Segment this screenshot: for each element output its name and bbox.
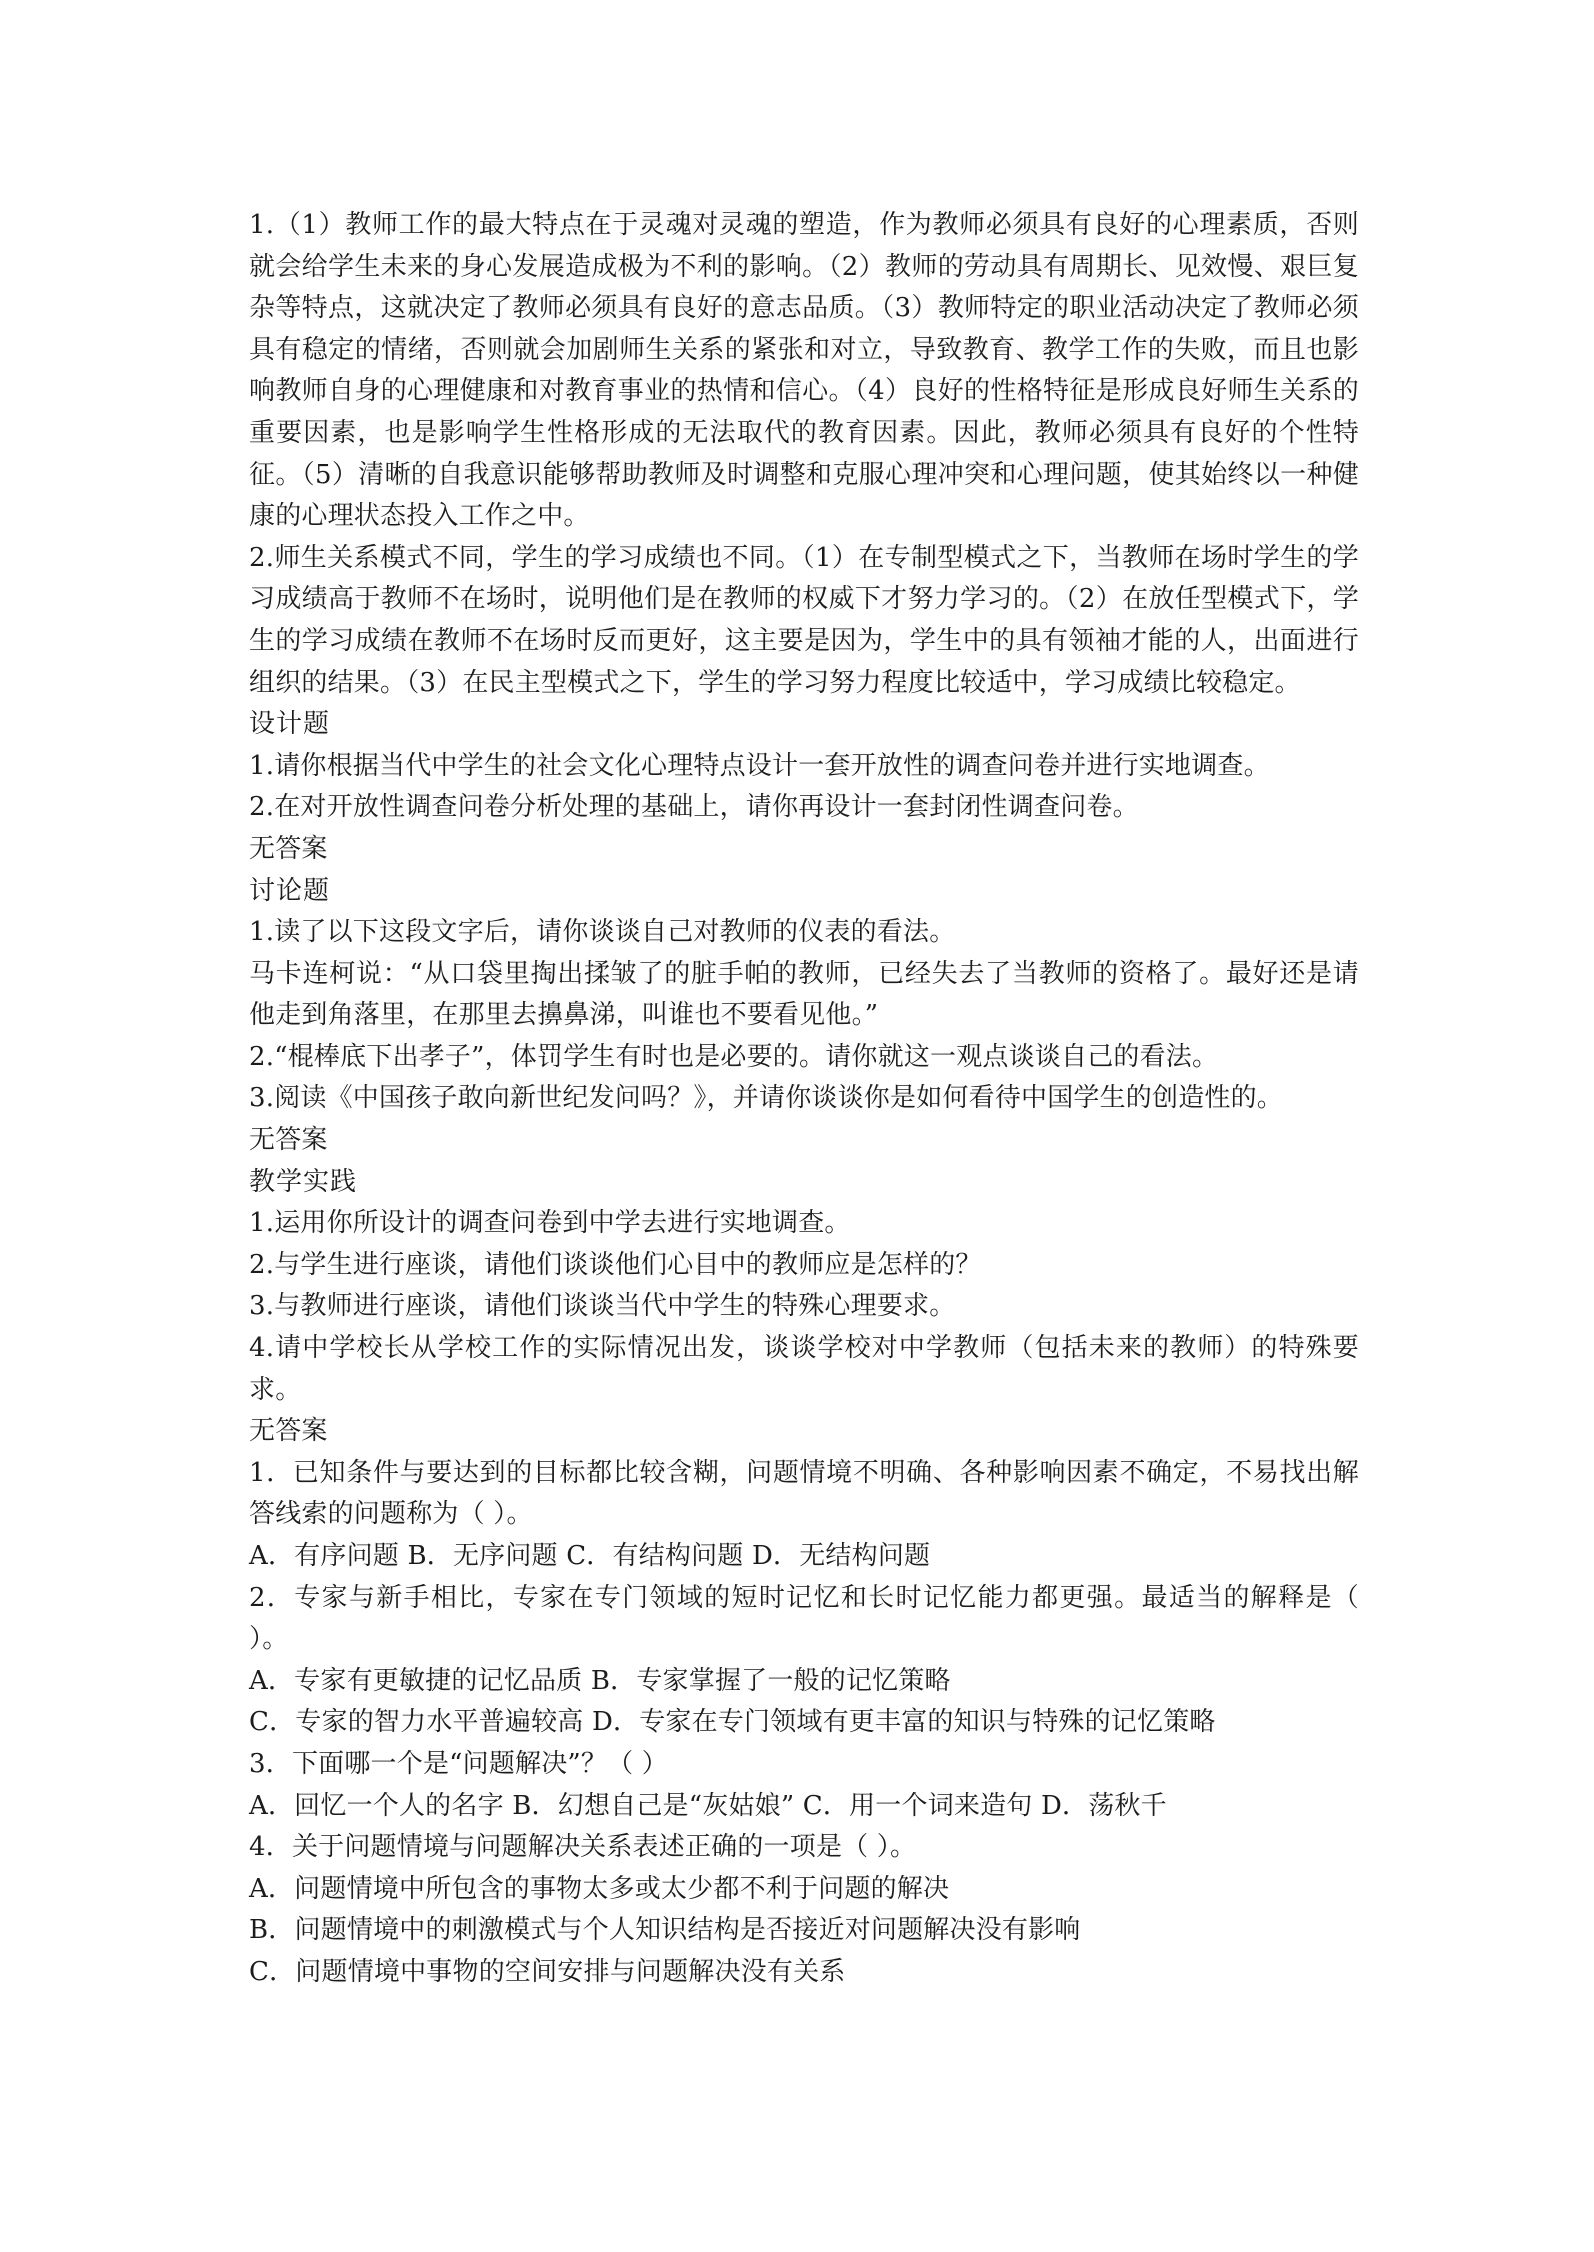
question-line: 1.读了以下这段文字后，请你谈谈自己对教师的仪表的看法。 (249, 917, 956, 948)
mc-question-1: 1．已知条件与要达到的目标都比较含糊，问题情境不明确、各种影响因素不确定，不易找出解答线索的问题称为（ ）。 (249, 1457, 1359, 1530)
question-line: 2.在对开放性调查问卷分析处理的基础上，请你再设计一套封闭性调查问卷。 (249, 792, 1139, 823)
question-line: 1.请你根据当代中学生的社会文化心理特点设计一套开放性的调查问卷并进行实地调查。 (249, 750, 1270, 781)
question-line: 2.“棍棒底下出孝子”，体罚学生有时也是必要的。请你就这一观点谈谈自己的看法。 (249, 1041, 1219, 1072)
answer-paragraph-1: 1.（1）教师工作的最大特点在于灵魂对灵魂的塑造，作为教师必须具有良好的心理素质，否则就会给学生未来的身心发展造成极为不利的影响。（2）教师的劳动具有周期长、见效慢、艰巨复杂等特点，这就决定了教师必须具有良好的意志品质。（3）教师特定的职业活动决定了教师必须具有稳定的情绪，否则就会加剧师生关系的紧张和对立，导致教育、教学工作的失败，而且也影响教师自身的心理健康和对教育事业的热情和信心。（4）良好的性格特征是形成良好师生关系的重要因素，也是影响学生性格形成的无法取代的教育因素。因此，教师必须具有良好的个性特征。（5）清晰的自我意识能够帮助教师及时调整和克服心理冲突和心理问题，使其始终以一种健康的心理状态投入工作之中。 (249, 210, 1359, 532)
question-line: 4.请中学校长从学校工作的实际情况出发，谈谈学校对中学教师（包括未来的教师）的特殊要求。 (249, 1333, 1359, 1405)
section-heading-design: 设计题 (249, 709, 331, 740)
section-heading-discussion: 讨论题 (249, 875, 331, 906)
quote-paragraph: 马卡连柯说：“从口袋里掏出揉皱了的脏手帕的教师，已经失去了当教师的资格了。最好还是请他走到角落里，在那里去擤鼻涕，叫谁也不要看见他。” (249, 958, 1359, 1031)
mc-options-3: A．回忆一个人的名字 B．幻想自己是“灰姑娘” C．用一个词来造句 D．荡秋千 (249, 1790, 1167, 1821)
answer-paragraph-2: 2.师生关系模式不同，学生的学习成绩也不同。（1）在专制型模式之下，当教师在场时学生的学习成绩高于教师不在场时，说明他们是在教师的权威下才努力学习的。（2）在放任型模式下，学生的学习成绩在教师不在场时反而更好，这主要是因为，学生中的具有领袖才能的人，出面进行组织的结果。（3）在民主型模式之下，学生的学习努力程度比较适中，学习成绩比较稳定。 (249, 542, 1359, 698)
question-line: 3.阅读《中国孩子敢向新世纪发问吗？》，并请你谈谈你是如何看待中国学生的创造性的。 (249, 1083, 1284, 1114)
document-body (249, 205, 1359, 1994)
question-line: 1.运用你所设计的调查问卷到中学去进行实地调查。 (249, 1208, 851, 1239)
mc-option-line: B．问题情境中的刺激模式与个人知识结构是否接近对问题解决没有影响 (249, 1915, 1081, 1946)
mc-question-2: 2．专家与新手相比，专家在专门领域的短时记忆和长时记忆能力都更强。最适当的解释是（ ）。 (249, 1582, 1359, 1655)
mc-question-3: 3．下面哪一个是“问题解决”？（ ） (249, 1748, 668, 1779)
mc-question-4: 4．关于问题情境与问题解决关系表述正确的一项是（ ）。 (249, 1832, 917, 1863)
mc-option-line: A．问题情境中所包含的事物太多或太少都不利于问题的解决 (249, 1873, 950, 1904)
mc-options-1: A．有序问题 B．无序问题 C．有结构问题 D．无结构问题 (249, 1541, 931, 1571)
mc-option-line: C．专家的智力水平普遍较高 D．专家在专门领域有更丰富的知识与特殊的记忆策略 (249, 1707, 1216, 1738)
question-line: 3.与教师进行座谈，请他们谈谈当代中学生的特殊心理要求。 (249, 1291, 956, 1322)
section-heading-practice: 教学实践 (249, 1166, 358, 1197)
no-answer-label: 无答案 (249, 1416, 328, 1447)
question-line: 2.与学生进行座谈，请他们谈谈他们心目中的教师应是怎样的？ (249, 1249, 982, 1280)
mc-option-line: C．问题情境中事物的空间安排与问题解决没有关系 (249, 1956, 846, 1987)
mc-option-line: A．专家有更敏捷的记忆品质 B．专家掌握了一般的记忆策略 (249, 1665, 951, 1696)
no-answer-label: 无答案 (249, 1125, 328, 1156)
no-answer-label: 无答案 (249, 833, 328, 864)
